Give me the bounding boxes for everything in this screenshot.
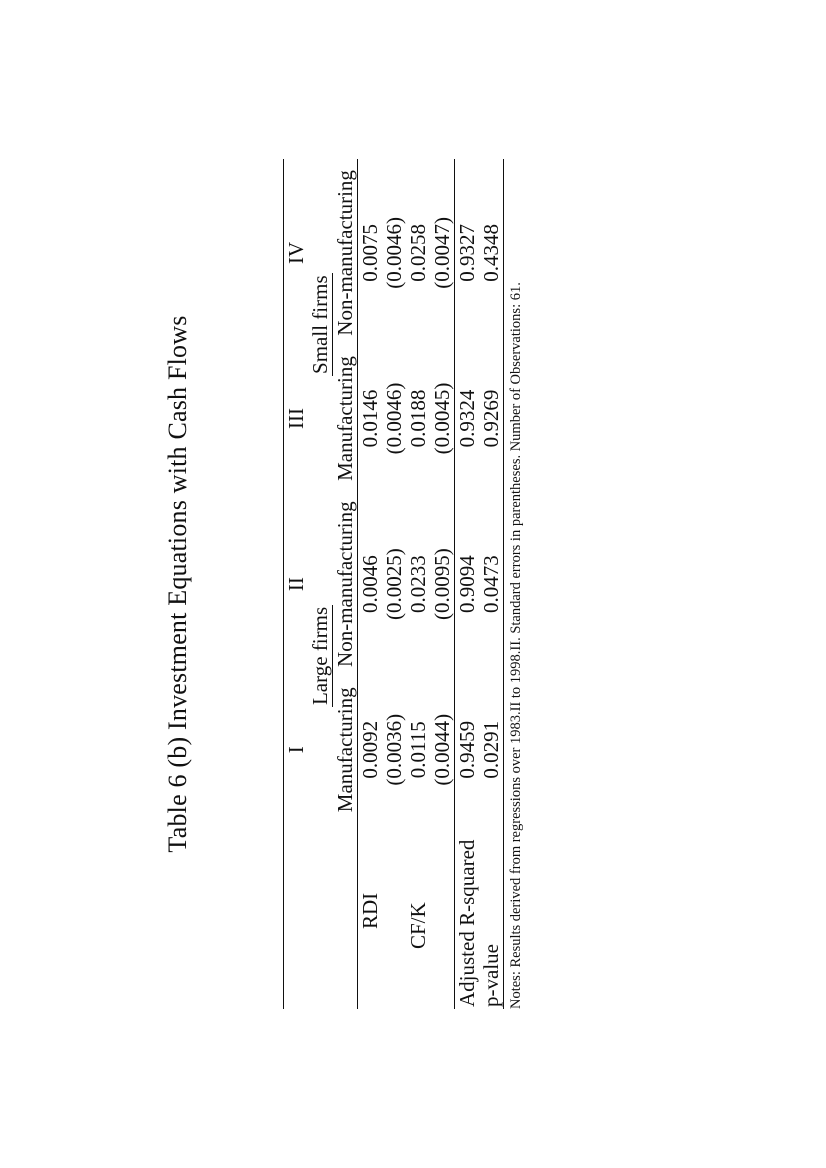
table-cell: 0.9324	[455, 347, 480, 491]
group-header-small	[308, 159, 333, 490]
table-cell: (0.0045)	[430, 382, 454, 455]
header-row-sectors	[333, 159, 358, 1009]
sector-header: Manufacturing	[333, 347, 358, 491]
header-blank	[333, 822, 358, 1009]
sector-header: Non-manufacturing	[333, 490, 358, 678]
sector-header: Manufacturing	[333, 678, 358, 822]
group-label: Small firms	[308, 275, 332, 374]
stats-row	[455, 159, 480, 1009]
column-numeral: II	[284, 490, 309, 678]
table-cell: (0.0046)	[382, 382, 406, 455]
table-cell: (0.0046)	[382, 217, 406, 289]
table-cell: 0.0233	[406, 555, 430, 614]
stats-row	[479, 159, 504, 1009]
group-header-large	[308, 490, 333, 821]
header-blank	[308, 822, 333, 1009]
table-cell: 0.4348	[479, 159, 504, 347]
row-label: CF/K	[406, 902, 430, 949]
table-cell: 0.9459	[455, 678, 480, 822]
table-cell: 0.0188	[406, 389, 430, 448]
table-cell: 0.0291	[479, 678, 504, 822]
table-notes: Notes: Results derived from regressions over 1983.II to 1998.II. Standard errors in parentheses. Number of Observations: 61.	[508, 282, 524, 1009]
table-row	[382, 159, 406, 1009]
table-cell: 0.0075	[358, 224, 382, 282]
table-row	[358, 159, 383, 1009]
header-blank	[284, 822, 309, 1009]
column-numeral: III	[284, 347, 309, 491]
regression-table	[283, 159, 504, 1009]
table-cell: (0.0047)	[430, 217, 454, 289]
header-row-groups	[308, 159, 333, 1009]
sector-header: Non-manufacturing	[333, 159, 358, 347]
row-label	[430, 822, 455, 1009]
table-cell: 0.0473	[479, 490, 504, 678]
table-cell: 0.0115	[406, 721, 430, 779]
table-cell: (0.0095)	[430, 548, 454, 621]
table-cell: 0.0146	[358, 389, 382, 448]
column-numeral: I	[284, 678, 309, 822]
table-cell: (0.0044)	[430, 713, 454, 786]
table-row	[406, 159, 430, 1009]
table-cell: 0.0092	[358, 720, 382, 779]
table-cell: 0.9327	[455, 159, 480, 347]
table-cell: 0.9094	[455, 490, 480, 678]
table-cell: (0.0025)	[382, 548, 406, 621]
rotated-page	[163, 149, 663, 1019]
row-label: p-value	[479, 822, 504, 1009]
table-cell: 0.0046	[358, 555, 382, 614]
header-row-numerals	[284, 159, 309, 1009]
group-label: Large firms	[308, 606, 332, 706]
row-label	[382, 822, 406, 1009]
row-label: RDI	[358, 892, 382, 929]
table-container	[283, 149, 525, 1019]
table-cell: 0.9269	[479, 347, 504, 491]
table-title: Table 6 (b) Investment Equations with Cash Flows	[163, 315, 192, 853]
row-label: Adjusted R-squared	[455, 822, 480, 1009]
column-numeral: IV	[284, 159, 309, 347]
table-cell: (0.0036)	[382, 713, 406, 786]
table-row	[430, 159, 455, 1009]
table-cell: 0.0258	[406, 224, 430, 282]
